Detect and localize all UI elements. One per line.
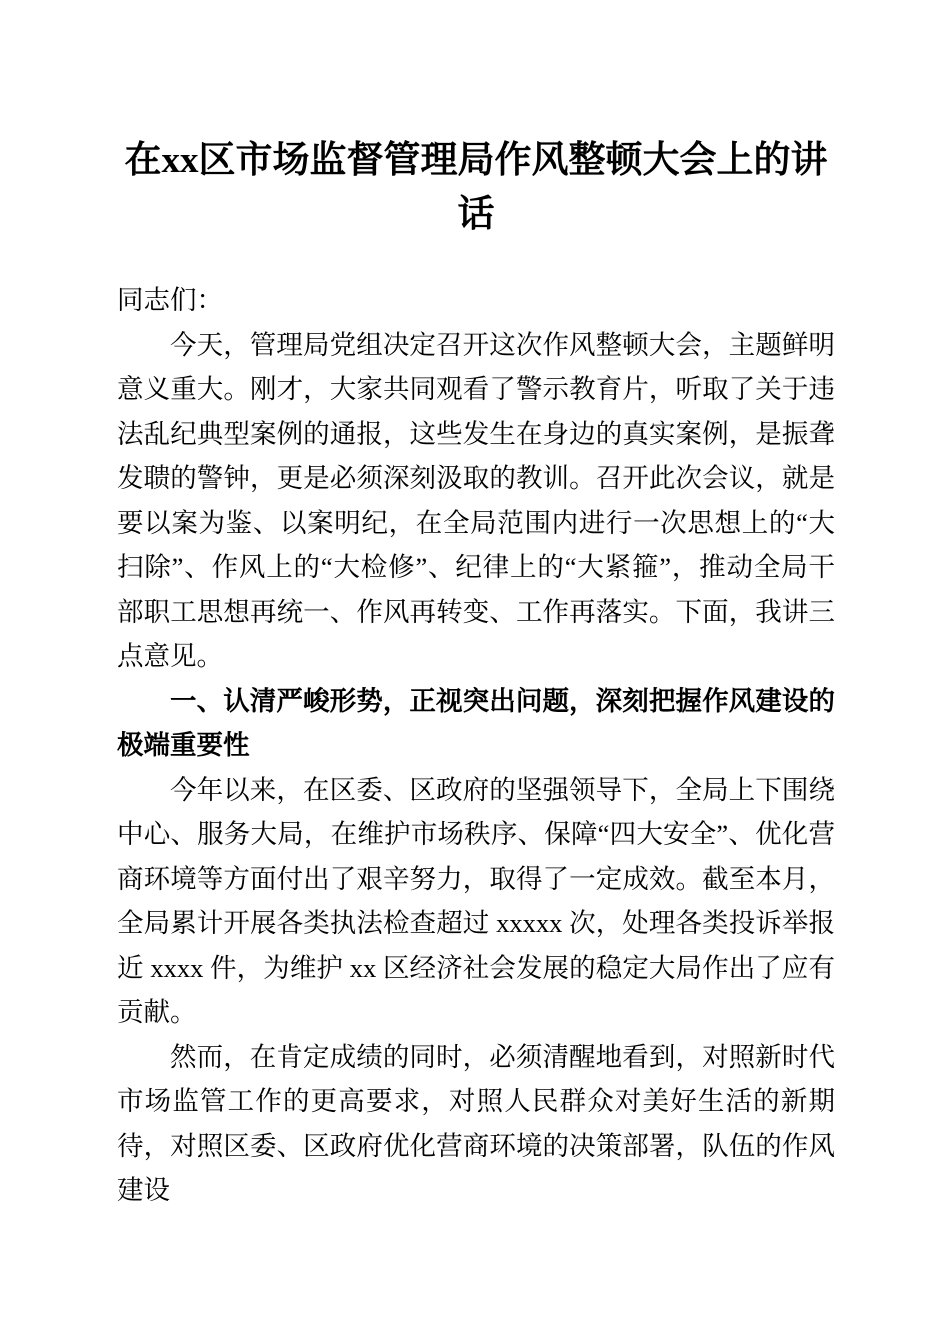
document-paragraphs	[117, 323, 835, 1213]
paragraph: 今年以来，在区委、区政府的坚强领导下，全局上下围绕中心、服务大局，在维护市场秩序、保障“四大安全”、优化营商环境等方面付出了艰辛努力，取得了一定成效。截至本月，全局累计开展各类执法检查超过 xxxxx 次，处理各类投诉举报近 xxxx 件，为维护 xx 区经济社会发展的稳定大局作出了应有贡献。	[117, 774, 835, 1027]
paragraph: 今天，管理局党组决定召开这次作风整顿大会，主题鲜明意义重大。刚才，大家共同观看了警示教育片，听取了关于违法乱纪典型案例的通报，这些发生在身边的真实案例，是振聋发聩的警钟，更是必须深刻汲取的教训。召开此次会议，就是要以案为鉴、以案明纪，在全局范围内进行一次思想上的“大扫除”、作风上的“大检修”、纪律上的“大紧箍”，推动全局干部职工思想再统一、作风再转变、工作再落实。下面，我讲三点意见。	[117, 329, 835, 671]
section-heading: 一、认清严峻形势，正视突出问题，深刻把握作风建设的极端重要性	[117, 685, 835, 760]
salutation: 同志们：	[117, 285, 223, 315]
paragraph: 然而，在肯定成绩的同时，必须清醒地看到，对照新时代市场监管工作的更高要求，对照人民群众对美好生活的新期待，对照区委、区政府优化营商环境的决策部署，队伍的作风建设	[117, 1041, 835, 1205]
document-title: 在xx区市场监督管理局作风整顿大会上的讲话	[124, 140, 828, 235]
